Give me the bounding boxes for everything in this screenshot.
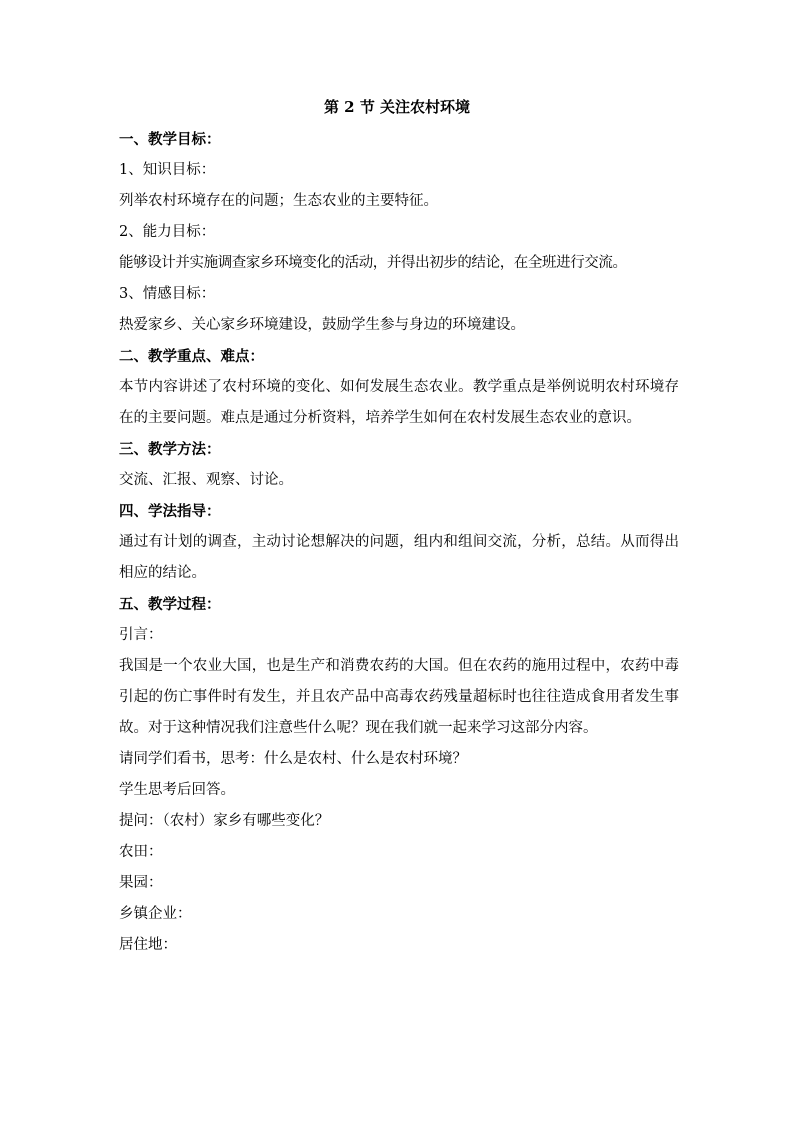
document-body xyxy=(119,124,679,961)
orchard-item: 果园： xyxy=(119,875,163,891)
ability-goal-label: 2、能力目标： xyxy=(119,224,216,240)
student-answer-note: 学生思考后回答。 xyxy=(119,782,235,798)
emotion-goal-label: 3、情感目标： xyxy=(119,286,216,302)
residence-item: 居住地： xyxy=(119,937,177,953)
township-enterprise-item: 乡镇企业： xyxy=(119,906,192,922)
section-heading-teaching-process: 五、教学过程： xyxy=(119,596,221,613)
teaching-methods-text: 交流、汇报、观察、讨论。 xyxy=(119,472,293,488)
learning-guidance-text: 通过有计划的调查，主动讨论想解决的问题，组内和组间交流，分析，总结。从而得出相应的结论。 xyxy=(119,534,679,581)
question-prompt: 提问：（农村）家乡有哪些变化？ xyxy=(119,813,330,829)
intro-label: 引言： xyxy=(119,627,163,643)
reading-prompt: 请同学们看书，思考：什么是农村、什么是农村环境？ xyxy=(119,751,467,767)
section-heading-teaching-methods: 三、教学方法： xyxy=(119,441,221,458)
farmland-item: 农田： xyxy=(119,844,163,860)
document-title: 第 2 节 关注农村环境 xyxy=(323,98,471,116)
emotion-goal-text: 热爱家乡、关心家乡环境建设，鼓励学生参与身边的环境建设。 xyxy=(119,317,525,333)
ability-goal-text: 能够设计并实施调查家乡环境变化的活动，并得出初步的结论，在全班进行交流。 xyxy=(119,255,627,271)
section-heading-key-points: 二、教学重点、难点： xyxy=(119,348,264,365)
section-heading-teaching-goals: 一、教学目标： xyxy=(119,131,221,148)
intro-text: 我国是一个农业大国，也是生产和消费农药的大国。但在农药的施用过程中，农药中毒引起的伤亡事件时有发生，并且农产品中高毒农药残量超标时也往往造成食用者发生事故。对于这种情况我们注意些什么呢？现在我们就一起来学习这部分内容。 xyxy=(119,658,679,736)
knowledge-goal-label: 1、知识目标： xyxy=(119,162,216,178)
section-heading-learning-guidance: 四、学法指导： xyxy=(119,503,221,520)
key-points-text: 本节内容讲述了农村环境的变化、如何发展生态农业。教学重点是举例说明农村环境存在的主要问题。难点是通过分析资料，培养学生如何在农村发展生态农业的意识。 xyxy=(119,379,679,426)
knowledge-goal-text: 列举农村环境存在的问题；生态农业的主要特征。 xyxy=(119,193,438,209)
